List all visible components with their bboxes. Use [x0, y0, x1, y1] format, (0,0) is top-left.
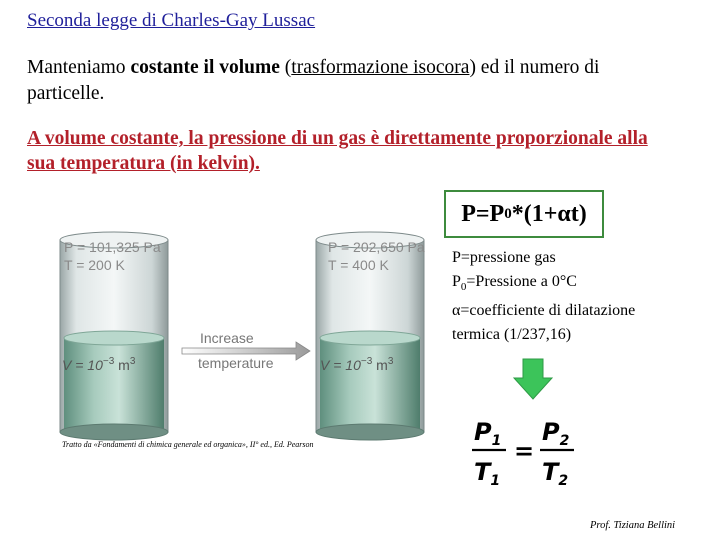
formula-right: *(1+αt) — [511, 200, 587, 227]
svg-text:P1: $P_1$ — [474, 418, 502, 449]
left-temperature-label: T = 200 K — [64, 257, 125, 273]
legend-line-4: termica (1/237,16) — [452, 326, 572, 344]
intro-paragraph — [27, 55, 667, 107]
intro-text-3: ) ed il numero di particelle. — [27, 57, 600, 104]
slide-title: Seconda legge di Charles-Gay Lussac — [27, 10, 316, 31]
down-arrow-icon — [513, 358, 553, 400]
legend-line-1: P=pressione gas — [452, 249, 556, 266]
cylinders-figure — [48, 228, 428, 448]
intro-underlined-text: trasformazione isocora — [291, 57, 470, 78]
right-temperature-label: T = 400 K — [328, 257, 389, 273]
figure-caption: Tratto da «Fondamenti di chimica generale ed organica», II° ed., Ed. Pearson — [62, 440, 314, 449]
formula-box — [444, 190, 604, 238]
pressure-temperature-ratio — [470, 412, 580, 492]
left-volume-label: $V = 10^{-3}$ $m^3$ — [62, 356, 136, 373]
legend-line-2: $P_0=Pressione$ a 0°C — [452, 273, 577, 294]
arrow-label-temperature: temperature — [198, 355, 274, 371]
svg-text:T1: $T_1$ — [474, 458, 501, 489]
right-pressure-label: P = 202,650 Pa — [328, 239, 425, 255]
right-volume-label: $V = 10^{-3}$ $m^3$ — [320, 356, 394, 373]
formula-left: P=P — [461, 200, 505, 227]
intro-text-2: ( — [279, 57, 292, 78]
left-pressure-label: P = 101,325 Pa — [64, 239, 161, 255]
intro-text-1: Manteniamo — [27, 57, 131, 78]
intro-bold-text: costante il volume — [130, 57, 280, 78]
svg-text:P2: $P_2$ — [542, 418, 570, 449]
formula-legend — [452, 246, 635, 347]
formula-sub: 0 — [504, 205, 512, 222]
svg-text:T2: $T_2$ — [542, 458, 569, 489]
svg-text:=: = — [514, 437, 535, 465]
author-credit: Prof. Tiziana Bellini — [590, 520, 676, 531]
arrow-label-increase: Increase — [200, 330, 254, 346]
law-statement: A volume costante, la pressione di un gas è direttamente proporzionale alla sua temperatura (in kelvin). — [27, 128, 648, 174]
legend-line-3: α=coefficiente di dilatazione — [452, 302, 636, 320]
